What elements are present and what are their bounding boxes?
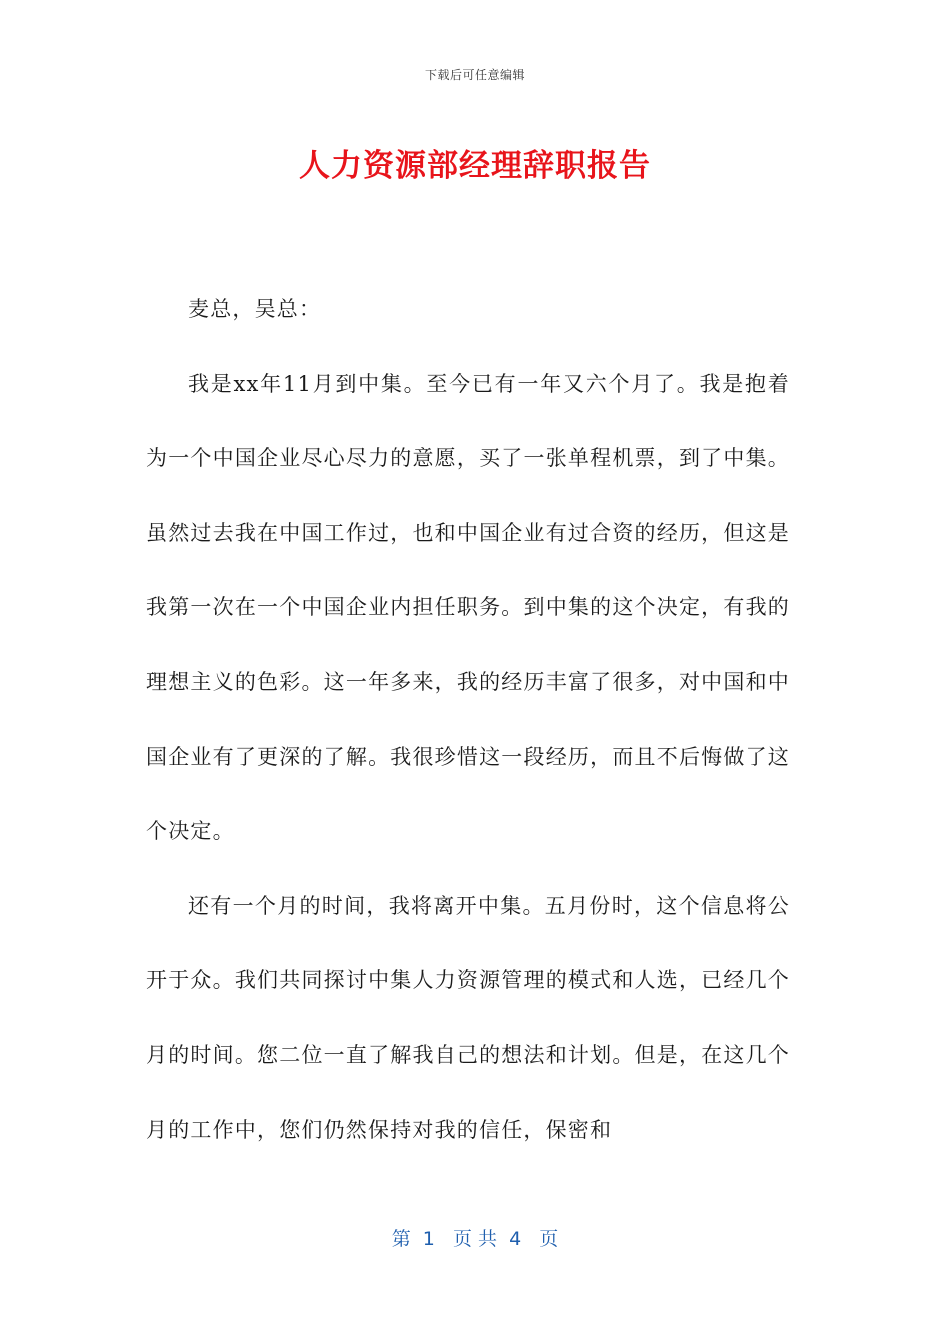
paragraph-1: 我是xx年11月到中集。至今已有一年又六个月了。我是抱着为一个中国企业尽心尽力的意愿，买了一张单程机票，到了中集。虽然过去我在中国工作过，也和中国企业有过合资的经历，但这是我第一次在一个中国企业内担任职务。到中集的这个决定，有我的理想主义的色彩。这一年多来，我的经历丰富了很多，对中国和中国企业有了更深的了解。我很珍惜这一段经历，而且不后悔做了这个决定。 bbox=[146, 371, 790, 844]
page-number-footer: 第 1 页 共 4 页 bbox=[391, 1228, 559, 1250]
document-title: 人力资源部经理辞职报告 bbox=[299, 148, 651, 184]
salutation: 麦总，吴总： bbox=[188, 297, 322, 321]
document-body bbox=[146, 272, 790, 1167]
paragraph-2: 还有一个月的时间，我将离开中集。五月份时，这个信息将公开于众。我们共同探讨中集人力资源管理的模式和人选，已经几个月的时间。您二位一直了解我自己的想法和计划。但是，在这几个月的工作中，您们仍然保持对我的信任，保密和 bbox=[146, 893, 790, 1142]
page-header-note: 下载后可任意编辑 bbox=[424, 68, 525, 82]
